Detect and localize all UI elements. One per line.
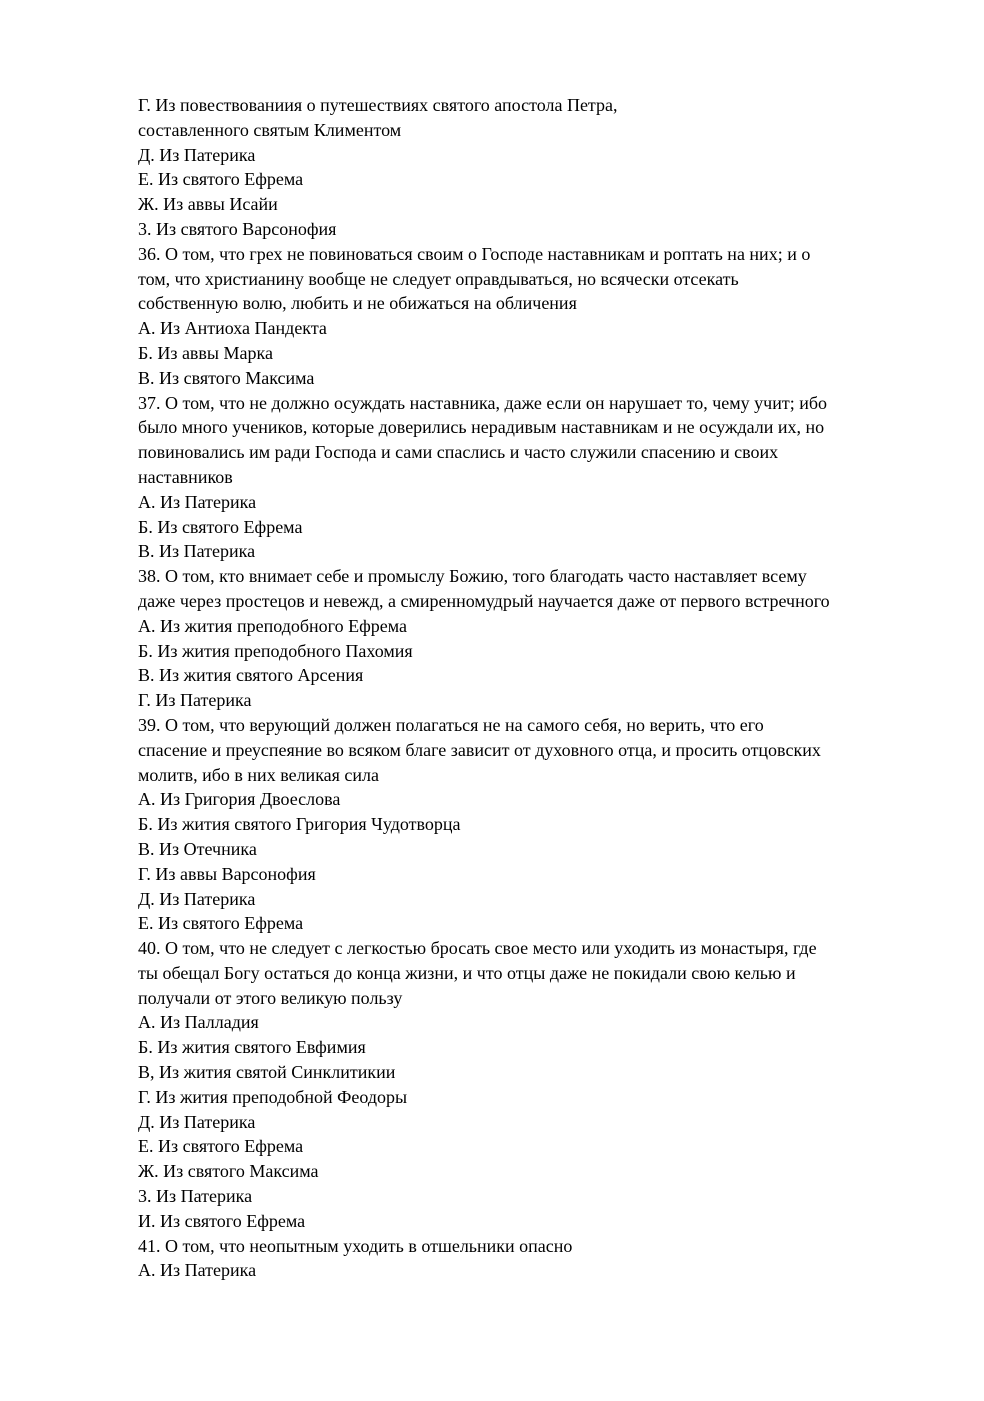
text-line: И. Из святого Ефрема xyxy=(138,1210,306,1231)
text-line: Е. Из святого Ефрема xyxy=(138,1136,304,1157)
text-line: В, Из жития святой Синклитикии xyxy=(138,1062,396,1083)
text-line: том, что христианину вообще не следует оправдываться, но всячески отсекать xyxy=(138,268,739,289)
text-line: А. Из жития преподобного Ефрема xyxy=(138,615,407,636)
text-line: Е. Из святого Ефрема xyxy=(138,913,304,934)
text-line: Ж. Из аввы Исайи xyxy=(138,194,278,215)
text-line: было много учеников, которые доверились нерадивым наставникам и не осуждали их, но xyxy=(138,417,825,438)
section-heading-36: 36. О том, что грех не повиноваться своим о Господе наставникам и роптать на них; и о xyxy=(138,243,811,264)
text-line: А. Из Патерика xyxy=(138,1260,257,1281)
text-line: В. Из святого Максима xyxy=(138,367,315,388)
text-line: Д. Из Патерика xyxy=(138,1111,256,1132)
section-heading-39: 39. О том, что верующий должен полагаться не на самого себя, но верить, что его xyxy=(138,714,764,735)
text-line: спасение и преуспеяние во всяком благе зависит от духовного отца, и просить отцовских xyxy=(138,739,821,760)
text-line: Е. Из святого Ефрема xyxy=(138,169,304,190)
text-line: Ж. Из святого Максима xyxy=(138,1161,319,1182)
text-line: Г. Из аввы Варсонофия xyxy=(138,863,316,884)
text-line: собственную волю, любить и не обижаться на обличения xyxy=(138,293,577,314)
text-line: составленного святым Климентом xyxy=(138,119,402,140)
text-line: ты обещал Богу остаться до конца жизни, и что отцы даже не покидали свою келью и xyxy=(138,962,796,983)
text-line: даже через простецов и невежд, а смиренномудрый научается даже от первого встречного xyxy=(138,590,830,611)
document-body xyxy=(138,93,918,1283)
text-line: Г. Из повествованиия о путешествиях святого апостола Петра, xyxy=(138,95,618,115)
text-line: Д. Из Патерика xyxy=(138,144,256,165)
section-heading-37: 37. О том, что не должно осуждать наставника, даже если он нарушает то, чему учит; ибо xyxy=(138,392,828,413)
text-line: Б. Из жития святого Григория Чудотворца xyxy=(138,814,461,835)
section-heading-40: 40. О том, что не следует с легкостью бросать свое место или уходить из монастыря, где xyxy=(138,938,817,959)
text-line: В. Из жития святого Арсения xyxy=(138,665,364,686)
text-line: повиновались им ради Господа и сами спаслись и часто служили спасению и своих xyxy=(138,442,779,463)
text-line: Б. Из святого Ефрема xyxy=(138,516,303,537)
text-line: молитв, ибо в них великая сила xyxy=(138,764,380,785)
text-line: Б. Из жития преподобного Пахомия xyxy=(138,640,413,661)
text-line: Б. Из аввы Марка xyxy=(138,342,273,363)
text-line: А. Из Патерика xyxy=(138,491,257,512)
text-line: 3. Из святого Варсонофия xyxy=(138,218,337,239)
text-line: А. Из Антиоха Пандекта xyxy=(138,318,327,339)
text-line: Г. Из жития преподобной Феодоры xyxy=(138,1086,408,1107)
text-line: А. Из Палладия xyxy=(138,1012,259,1033)
text-line: Д. Из Патерика xyxy=(138,888,256,909)
text-line: В. Из Патерика xyxy=(138,541,256,562)
text-line: Г. Из Патерика xyxy=(138,690,252,711)
text-line: 3. Из Патерика xyxy=(138,1186,253,1207)
text-line: получали от этого великую пользу xyxy=(138,987,403,1008)
text-line: В. Из Отечника xyxy=(138,838,257,859)
text-line: А. Из Григория Двоеслова xyxy=(138,789,341,810)
text-line: Б. Из жития святого Евфимия xyxy=(138,1037,366,1058)
section-heading-41: 41. О том, что неопытным уходить в отшельники опасно xyxy=(138,1235,573,1256)
section-heading-38: 38. О том, кто внимает себе и промыслу Божию, того благодать часто наставляет всему xyxy=(138,566,807,587)
text-line: наставников xyxy=(138,466,233,487)
